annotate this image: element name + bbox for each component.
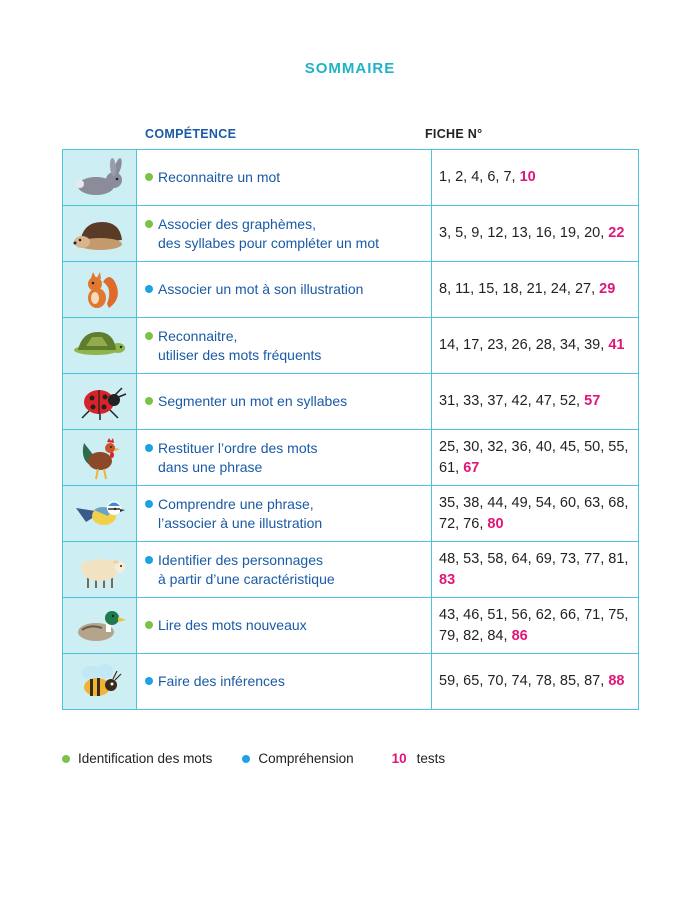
fiche-cell — [432, 542, 639, 598]
competence-item — [145, 168, 431, 187]
fiche-numbers: 43, 46, 51, 56, 62, 66, 71, 75, 79, 82, 84, — [439, 606, 629, 644]
hedgehog-icon — [63, 206, 137, 262]
fiche-numbers: 8, 11, 15, 18, 21, 24, 27, — [439, 281, 600, 297]
test-number: 29 — [599, 281, 616, 297]
table-row — [63, 654, 639, 710]
test-number: 83 — [439, 571, 456, 588]
competence-item — [145, 392, 431, 411]
competence-cell — [137, 206, 432, 262]
competence-cell — [137, 542, 432, 598]
fiche-numbers: 59, 65, 70, 74, 78, 85, 87, — [439, 673, 609, 689]
fiche-numbers: 25, 30, 32, 36, 40, 45, 50, 55, 61, — [439, 438, 629, 476]
legend-comprehension — [242, 751, 353, 766]
summary-table — [62, 149, 639, 710]
table-row — [63, 542, 639, 598]
legend-tests — [384, 751, 446, 766]
competence-cell — [137, 486, 432, 542]
rabbit-icon — [63, 150, 137, 206]
competence-cell — [137, 262, 432, 318]
green-dot-icon — [145, 220, 153, 228]
fiche-cell — [432, 598, 639, 654]
competence-text: dans une phrase — [158, 458, 263, 475]
competence-text: des syllabes pour compléter un mot — [158, 234, 379, 251]
competence-cell — [137, 374, 432, 430]
competence-item — [145, 672, 431, 691]
blue-dot-icon — [145, 444, 153, 452]
test-number: 88 — [608, 673, 625, 689]
blue-dot-icon — [145, 677, 153, 685]
competence-text: Faire des inférences — [158, 673, 285, 689]
competence-text: Reconnaitre, — [158, 327, 238, 344]
fiche-cell — [432, 486, 639, 542]
table-row — [63, 318, 639, 374]
blue-dot-icon — [242, 755, 250, 763]
ladybug-icon — [63, 374, 137, 430]
test-number: 22 — [608, 225, 625, 241]
test-number: 57 — [584, 393, 601, 409]
table-row — [63, 150, 639, 206]
table-row — [63, 374, 639, 430]
fiche-cell — [432, 318, 639, 374]
fiche-numbers: 14, 17, 23, 26, 28, 34, 39, — [439, 337, 609, 353]
competence-text: Associer un mot à son illustration — [158, 281, 364, 297]
squirrel-icon — [63, 262, 137, 318]
fiche-numbers: 1, 2, 4, 6, 7, — [439, 169, 520, 185]
test-number: 67 — [463, 459, 480, 476]
legend-tests-count: 10 — [391, 751, 407, 766]
fiche-numbers: 35, 38, 44, 49, 54, 60, 63, 68, 72, 76, — [439, 494, 629, 532]
competence-text: Comprendre une phrase, — [158, 495, 314, 512]
blue-dot-icon — [145, 556, 153, 564]
test-number: 86 — [511, 627, 528, 644]
competence-cell — [137, 150, 432, 206]
legend-identification — [62, 751, 212, 766]
legend — [62, 751, 475, 766]
competence-text: Reconnaitre un mot — [158, 169, 281, 185]
fiche-numbers: 31, 33, 37, 42, 47, 52, — [439, 393, 585, 409]
competence-text: Segmenter un mot en syllabes — [158, 393, 348, 409]
competence-cell — [137, 654, 432, 710]
competence-item — [145, 439, 431, 477]
competence-text: l’associer à une illustration — [158, 514, 323, 531]
green-dot-icon — [145, 397, 153, 405]
fiche-cell — [432, 430, 639, 486]
fiche-cell — [432, 262, 639, 318]
competence-text: Lire des mots nouveaux — [158, 617, 307, 633]
competence-text: utiliser des mots fréquents — [158, 346, 322, 363]
fiche-header: FICHE N° — [425, 127, 483, 141]
rooster-icon — [63, 430, 137, 486]
table-row — [63, 206, 639, 262]
blue-dot-icon — [145, 500, 153, 508]
fiche-cell — [432, 654, 639, 710]
legend-tests-label: tests — [416, 751, 446, 766]
fiche-cell — [432, 150, 639, 206]
test-number: 80 — [487, 515, 504, 532]
fiche-cell — [432, 206, 639, 262]
competence-item — [145, 327, 431, 365]
competence-item — [145, 215, 431, 253]
fiche-cell — [432, 374, 639, 430]
blue-dot-icon — [145, 285, 153, 293]
duck-icon — [63, 598, 137, 654]
fiche-numbers: 3, 5, 9, 12, 13, 16, 19, 20, — [439, 225, 609, 241]
table-row — [63, 430, 639, 486]
fiche-numbers: 48, 53, 58, 64, 69, 73, 77, 81, — [439, 550, 629, 567]
legend-identification-label: Identification des mots — [78, 751, 213, 766]
competence-item — [145, 280, 431, 299]
test-number: 10 — [519, 169, 536, 185]
competence-cell — [137, 598, 432, 654]
competence-text: à partir d’une caractéristique — [158, 570, 335, 587]
table-row — [63, 598, 639, 654]
turtle-icon — [63, 318, 137, 374]
competence-text: Associer des graphèmes, — [158, 215, 316, 232]
legend-comprehension-label: Compréhension — [258, 751, 354, 766]
competence-item — [145, 551, 431, 589]
sheep-icon — [63, 542, 137, 598]
competence-item — [145, 495, 431, 533]
competence-item — [145, 616, 431, 635]
table-row — [63, 486, 639, 542]
page-title: SOMMAIRE — [304, 60, 396, 77]
green-dot-icon — [145, 332, 153, 340]
green-dot-icon — [62, 755, 70, 763]
competence-cell — [137, 318, 432, 374]
competence-header: COMPÉTENCE — [145, 127, 237, 141]
competence-text: Identifier des personnages — [158, 551, 323, 568]
bee-icon — [63, 654, 137, 710]
test-number: 41 — [608, 337, 625, 353]
competence-text: Restituer l’ordre des mots — [158, 439, 318, 456]
green-dot-icon — [145, 173, 153, 181]
green-dot-icon — [145, 621, 153, 629]
competence-cell — [137, 430, 432, 486]
bird-icon — [63, 486, 137, 542]
table-row — [63, 262, 639, 318]
